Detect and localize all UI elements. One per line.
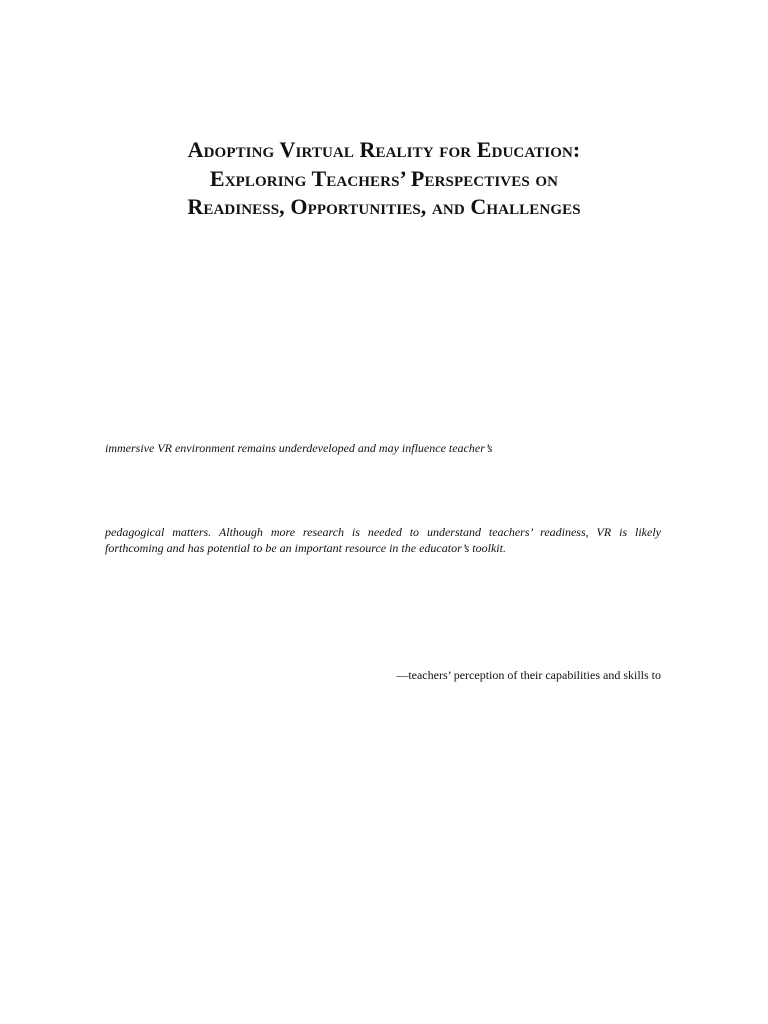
abstract-fragment-immersive: immersive VR environment remains underdeveloped and may influence teacher’s xyxy=(105,441,493,455)
abstract-fragment-pedagogical-line-1: pedagogical matters. Although more research is needed to understand teachers’ readiness, VR is likely xyxy=(105,525,661,539)
abstract-fragment-pedagogical xyxy=(105,524,661,556)
paper-title xyxy=(0,136,768,222)
title-line-2: Exploring Teachers’ Perspectives on xyxy=(209,165,559,191)
title-line-1: Adopting Virtual Reality for Education: xyxy=(187,137,581,162)
title-line-3: Readiness, Opportunities, and Challenges xyxy=(187,194,581,219)
body-fragment-perception: —teachers’ perception of their capabilities and skills to xyxy=(396,668,661,682)
abstract-fragment-pedagogical-line-2: forthcoming and has potential to be an important resource in the educator’s toolkit. xyxy=(105,541,506,555)
